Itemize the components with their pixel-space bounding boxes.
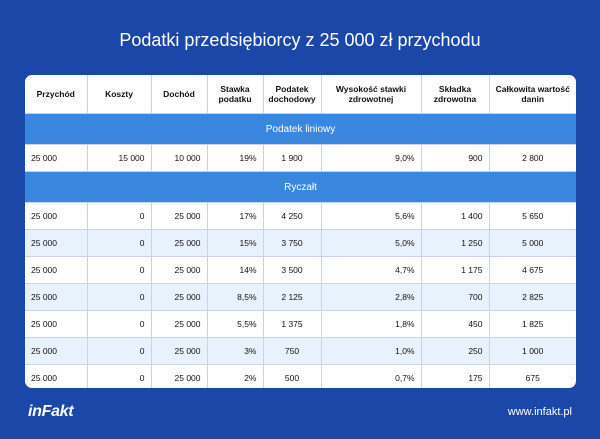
cell-stawka-zdrowotna: 0,7% bbox=[321, 365, 421, 389]
cell-stawka-podatku: 15% bbox=[207, 230, 263, 257]
cell-dochod: 25 000 bbox=[151, 257, 207, 284]
table-row bbox=[25, 365, 576, 389]
cell-stawka-podatku: 8,5% bbox=[207, 284, 263, 311]
cell-koszty: 0 bbox=[87, 365, 151, 389]
cell-calkowita-wartosc: 5 650 bbox=[489, 203, 576, 230]
tax-table bbox=[25, 75, 576, 388]
cell-calkowita-wartosc: 1 825 bbox=[489, 311, 576, 338]
cell-skladka-zdrowotna: 900 bbox=[421, 145, 489, 172]
section-label: Podatek liniowy bbox=[25, 114, 576, 145]
cell-dochod: 25 000 bbox=[151, 203, 207, 230]
cell-koszty: 0 bbox=[87, 338, 151, 365]
cell-dochod: 25 000 bbox=[151, 311, 207, 338]
cell-stawka-zdrowotna: 5,6% bbox=[321, 203, 421, 230]
cell-stawka-podatku: 17% bbox=[207, 203, 263, 230]
cell-podatek-dochodowy: 3 500 bbox=[263, 257, 321, 284]
cell-stawka-zdrowotna: 5,0% bbox=[321, 230, 421, 257]
header-skladka-zdrowotna: Składka zdrowotna bbox=[421, 75, 489, 114]
tax-table-card bbox=[25, 75, 576, 388]
cell-dochod: 25 000 bbox=[151, 284, 207, 311]
cell-dochod: 25 000 bbox=[151, 365, 207, 389]
cell-calkowita-wartosc: 2 825 bbox=[489, 284, 576, 311]
header-dochod: Dochód bbox=[151, 75, 207, 114]
cell-skladka-zdrowotna: 700 bbox=[421, 284, 489, 311]
cell-przychod: 25 000 bbox=[25, 203, 87, 230]
cell-stawka-podatku: 5,5% bbox=[207, 311, 263, 338]
cell-przychod: 25 000 bbox=[25, 338, 87, 365]
cell-skladka-zdrowotna: 175 bbox=[421, 365, 489, 389]
infakt-logo: inFakt bbox=[28, 403, 74, 420]
cell-podatek-dochodowy: 1 900 bbox=[263, 145, 321, 172]
cell-stawka-podatku: 14% bbox=[207, 257, 263, 284]
header-przychod: Przychód bbox=[25, 75, 87, 114]
cell-stawka-zdrowotna: 4,7% bbox=[321, 257, 421, 284]
cell-koszty: 0 bbox=[87, 257, 151, 284]
table-header-row bbox=[25, 75, 576, 114]
table-row bbox=[25, 311, 576, 338]
header-stawka-zdrowotna: Wysokość stawki zdrowotnej bbox=[321, 75, 421, 114]
cell-skladka-zdrowotna: 1 400 bbox=[421, 203, 489, 230]
cell-podatek-dochodowy: 4 250 bbox=[263, 203, 321, 230]
cell-stawka-podatku: 2% bbox=[207, 365, 263, 389]
header-podatek-dochodowy: Podatek dochodowy bbox=[263, 75, 321, 114]
table-row bbox=[25, 203, 576, 230]
cell-przychod: 25 000 bbox=[25, 145, 87, 172]
cell-stawka-podatku: 19% bbox=[207, 145, 263, 172]
cell-podatek-dochodowy: 500 bbox=[263, 365, 321, 389]
cell-przychod: 25 000 bbox=[25, 365, 87, 389]
website-url: www.infakt.pl bbox=[507, 406, 572, 418]
cell-przychod: 25 000 bbox=[25, 257, 87, 284]
cell-dochod: 10 000 bbox=[151, 145, 207, 172]
cell-stawka-zdrowotna: 1,8% bbox=[321, 311, 421, 338]
cell-calkowita-wartosc: 4 675 bbox=[489, 257, 576, 284]
cell-podatek-dochodowy: 3 750 bbox=[263, 230, 321, 257]
table-row bbox=[25, 145, 576, 172]
cell-podatek-dochodowy: 2 125 bbox=[263, 284, 321, 311]
cell-skladka-zdrowotna: 450 bbox=[421, 311, 489, 338]
cell-skladka-zdrowotna: 1 175 bbox=[421, 257, 489, 284]
cell-podatek-dochodowy: 1 375 bbox=[263, 311, 321, 338]
cell-koszty: 15 000 bbox=[87, 145, 151, 172]
table-row bbox=[25, 338, 576, 365]
cell-koszty: 0 bbox=[87, 203, 151, 230]
cell-stawka-zdrowotna: 2,8% bbox=[321, 284, 421, 311]
section-band bbox=[25, 172, 576, 203]
cell-stawka-zdrowotna: 9,0% bbox=[321, 145, 421, 172]
cell-przychod: 25 000 bbox=[25, 230, 87, 257]
cell-dochod: 25 000 bbox=[151, 338, 207, 365]
cell-podatek-dochodowy: 750 bbox=[263, 338, 321, 365]
cell-przychod: 25 000 bbox=[25, 284, 87, 311]
cell-przychod: 25 000 bbox=[25, 311, 87, 338]
table-row bbox=[25, 257, 576, 284]
cell-skladka-zdrowotna: 1 250 bbox=[421, 230, 489, 257]
cell-skladka-zdrowotna: 250 bbox=[421, 338, 489, 365]
header-stawka-podatku: Stawka podatku bbox=[207, 75, 263, 114]
table-row bbox=[25, 284, 576, 311]
cell-koszty: 0 bbox=[87, 230, 151, 257]
cell-calkowita-wartosc: 2 800 bbox=[489, 145, 576, 172]
cell-calkowita-wartosc: 1 000 bbox=[489, 338, 576, 365]
table-row bbox=[25, 230, 576, 257]
cell-stawka-zdrowotna: 1,0% bbox=[321, 338, 421, 365]
section-band bbox=[25, 114, 576, 145]
section-label: Ryczałt bbox=[25, 172, 576, 203]
cell-stawka-podatku: 3% bbox=[207, 338, 263, 365]
cell-dochod: 25 000 bbox=[151, 230, 207, 257]
header-calkowita-wartosc: Całkowita wartość danin bbox=[489, 75, 576, 114]
cell-calkowita-wartosc: 5 000 bbox=[489, 230, 576, 257]
header-koszty: Koszty bbox=[87, 75, 151, 114]
cell-koszty: 0 bbox=[87, 311, 151, 338]
cell-koszty: 0 bbox=[87, 284, 151, 311]
cell-calkowita-wartosc: 675 bbox=[489, 365, 576, 389]
page-title: Podatki przedsiębiorcy z 25 000 zł przychodu bbox=[119, 30, 481, 50]
